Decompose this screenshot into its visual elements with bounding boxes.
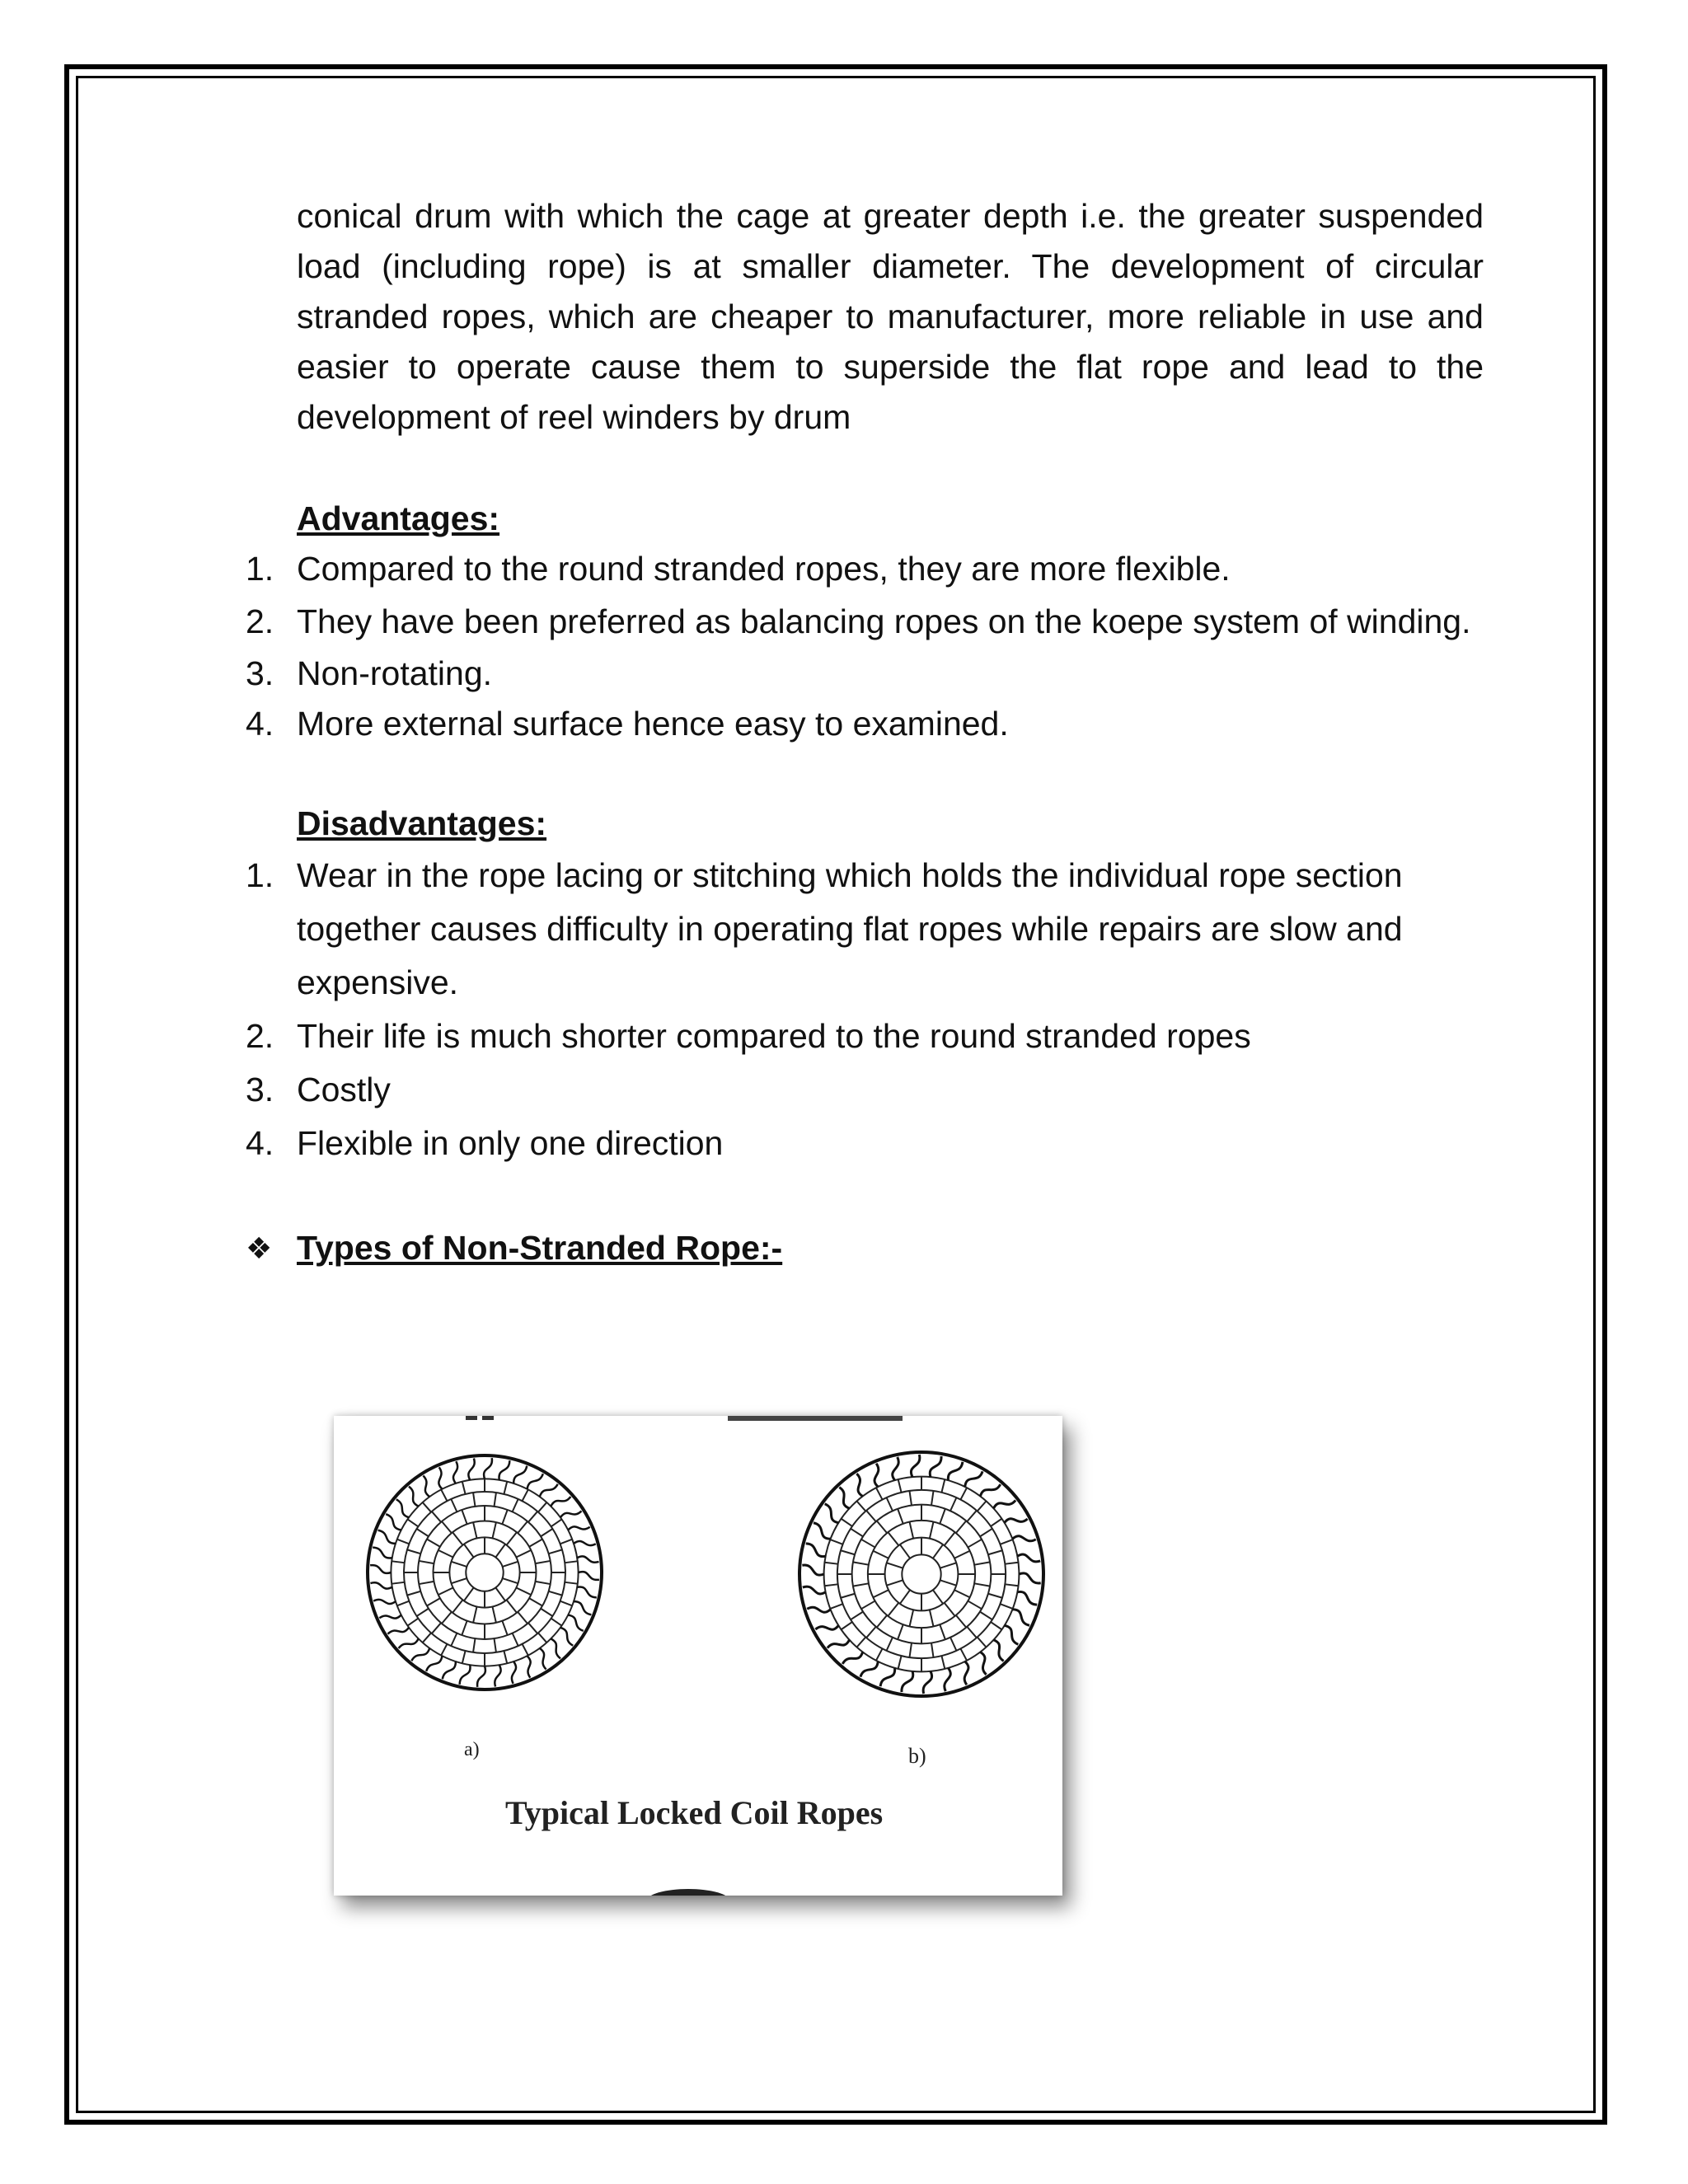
disadvantages-list [246,849,1484,1170]
cropped-text-fragment [482,1416,494,1420]
advantages-list [246,544,1484,749]
rope-a-cross-section [368,1455,602,1690]
list-item: 3. Costly [246,1071,391,1108]
locked-coil-ropes-figure [334,1416,1062,1896]
disadvantages-heading: Disadvantages: [297,804,547,842]
list-item: 1. Wear in the rope lacing or stitching which holds the individual rope section together causes difficulty in operating flat ropes while repairs are slow and expensive. [246,856,1403,1001]
list-item: 4. More external surface hence easy to examined. [246,705,1009,743]
cropped-text-fragment [466,1416,477,1420]
list-item: 3. Non-rotating. [246,654,493,692]
types-heading [246,1223,1484,1273]
cropped-shape [647,1889,729,1896]
figure-caption: Typical Locked Coil Ropes [505,1794,884,1831]
list-item: 1. Compared to the round stranded ropes, they are more flexible. [246,550,1231,588]
figure-label-b: b) [908,1744,926,1768]
advantages-heading: Advantages: [297,499,500,537]
list-item: 2. Their life is much shorter compared to the round stranded ropes [246,1017,1251,1055]
rope-b-cross-section [799,1452,1043,1696]
list-item: 2. They have been preferred as balancing ropes on the koepe system of winding. [246,602,1471,640]
intro-paragraph: conical drum with which the cage at greater depth i.e. the greater suspended load (including rope) is at smaller diameter. The development of circular stranded ropes, which are cheaper to manufacturer, more reliable in use and easier to operate cause them to superside the flat rope and lead to the development of reel winders by drum [297,197,1484,436]
document-body [246,191,1484,1307]
list-item: 4. Flexible in only one direction [246,1124,724,1162]
types-heading-text: Types of Non-Stranded Rope:- [297,1229,783,1267]
figure-label-a: a) [464,1739,480,1760]
cropped-text-fragment [728,1416,903,1421]
diamond-bullet-icon: ❖ [246,1231,273,1265]
